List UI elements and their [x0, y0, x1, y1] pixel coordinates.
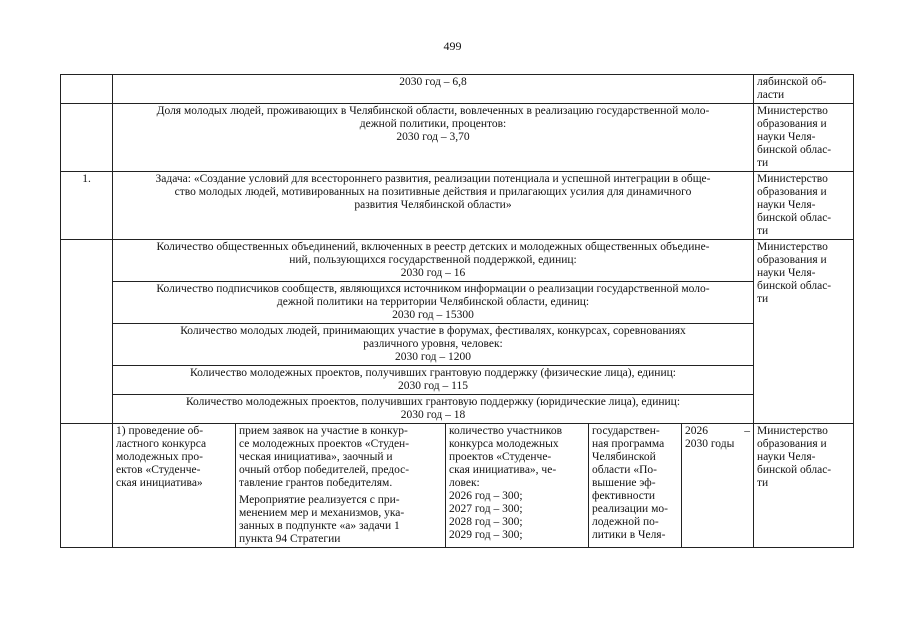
indicator-line: Доля молодых людей, проживающих в Челябинской области, вовлеченных в реализацию государственной моло-	[156, 105, 710, 117]
indicator-line: Количество подписчиков сообществ, являющихся источником информации о реализации государственной моло-	[156, 283, 710, 295]
responsible-line: науки Челя-	[757, 199, 816, 211]
mechanism-line: Мероприятие реализуется с при-	[239, 494, 400, 506]
activity-name-line: ластного конкурса	[116, 438, 207, 450]
table-row	[61, 172, 854, 240]
indicator-line: 2030 год – 16	[400, 267, 466, 279]
program-line: литики в Челя-	[592, 529, 666, 541]
indicator-line: 2030 год – 3,70	[396, 131, 470, 143]
responsible-line: бинской облас-	[757, 464, 832, 476]
program-line: ная программа	[592, 438, 665, 450]
mechanism-line: занных в подпункте «а» задачи 1	[239, 520, 400, 532]
task-line: Задача: «Создание условий для всестороннего развития, реализации потенциала и успешной интеграции в обще-	[155, 173, 711, 185]
responsible-line: ти	[757, 293, 769, 305]
mechanism-cell	[236, 424, 446, 548]
program-line: реализации мо-	[592, 503, 668, 515]
result-line: 2028 год – 300;	[449, 516, 523, 528]
result-line: 2029 год – 300;	[449, 529, 523, 541]
table-row	[61, 240, 854, 282]
page-number: 499	[443, 39, 462, 53]
table-row	[61, 395, 854, 424]
responsible-line: образования и	[757, 438, 827, 450]
result-cell	[446, 424, 589, 548]
indicator-line: 2030 год – 18	[400, 409, 466, 421]
program-line: лодежной по-	[592, 516, 659, 528]
responsible-line: Министерство	[757, 425, 828, 437]
responsible-line: бинской облас-	[757, 280, 832, 292]
responsible-line: ти	[757, 157, 769, 169]
indicator-line: ний, пользующихся государственной поддержкой, единиц:	[289, 254, 577, 266]
indicator-line: 2030 год – 6,8	[399, 76, 467, 88]
indicator-cell	[113, 75, 754, 104]
mechanism-line: се молодежных проектов «Студен-	[239, 438, 410, 450]
responsible-line: науки Челя-	[757, 451, 816, 463]
indicator-line: различного уровня, человек:	[363, 338, 503, 350]
indicator-line: Количество молодых людей, принимающих участие в форумах, фестивалях, конкурсах, соревнованиях	[180, 325, 686, 337]
indicator-line: дежной политики на территории Челябинской области, единиц:	[276, 296, 590, 308]
number-cell	[61, 104, 113, 172]
mechanism-line: пункта 94 Стратегии	[239, 533, 341, 545]
responsible-line: Министерство	[757, 241, 828, 253]
task-line: ство молодых людей, мотивированных на позитивные действия и прилагающих усилия для динамичного	[174, 186, 692, 198]
result-line: количество участников	[449, 425, 563, 437]
result-line: ская инициатива», че-	[449, 464, 557, 476]
responsible-cell	[754, 104, 854, 172]
task-line: развития Челябинской области»	[354, 199, 512, 211]
responsible-cell	[754, 424, 854, 548]
result-line: проектов «Студенче-	[449, 451, 552, 463]
table-row	[61, 424, 854, 548]
activity-name-line: молодежных про-	[116, 451, 203, 463]
responsible-line: бинской облас-	[757, 144, 832, 156]
activity-name-line: ская инициатива»	[116, 477, 203, 489]
table-row	[61, 324, 854, 366]
result-line: 2027 год – 300;	[449, 503, 523, 515]
responsible-line: науки Челя-	[757, 131, 816, 143]
task-cell	[113, 172, 754, 240]
responsible-line: образования и	[757, 118, 827, 130]
mechanism-line: менением мер и механизмов, ука-	[239, 507, 405, 519]
program-table	[60, 74, 854, 548]
indicator-cell	[113, 366, 754, 395]
table-row	[61, 104, 854, 172]
years-cell	[682, 424, 754, 548]
result-line: конкурса молодежных	[449, 438, 559, 450]
responsible-line: ти	[757, 477, 769, 489]
indicator-cell	[113, 282, 754, 324]
activity-name-line: 1) проведение об-	[116, 425, 204, 437]
program-line: области «По-	[592, 464, 657, 476]
activity-name-cell	[113, 424, 236, 548]
table-row	[61, 366, 854, 395]
responsible-line: лябинской об-	[757, 76, 827, 88]
responsible-line: Министерство	[757, 173, 828, 185]
activity-name-line: ектов «Студенче-	[116, 464, 201, 476]
program-cell	[589, 424, 682, 548]
responsible-line: науки Челя-	[757, 267, 816, 279]
years-line: 2030 годы	[685, 438, 735, 450]
responsible-line: Министерство	[757, 105, 828, 117]
indicator-cell	[113, 104, 754, 172]
mechanism-line: очный отбор победителей, предос-	[239, 464, 410, 476]
indicator-line: 2030 год – 115	[398, 380, 468, 392]
table-row	[61, 282, 854, 324]
number-cell: 1.	[61, 172, 113, 240]
mechanism-paragraph	[239, 425, 442, 490]
number-cell	[61, 424, 113, 548]
program-line: вышение эф-	[592, 477, 656, 489]
indicator-line: Количество молодежных проектов, получивших грантовую поддержку (юридические лица), единиц:	[185, 396, 681, 408]
program-line: фективности	[592, 490, 656, 502]
indicator-line: Количество молодежных проектов, получивших грантовую поддержку (физические лица), единиц:	[190, 367, 676, 379]
program-line: Челябинской	[592, 451, 656, 463]
indicator-cell	[113, 324, 754, 366]
mechanism-line: тавление грантов победителям.	[239, 477, 393, 489]
indicator-line: Количество общественных объединений, включенных в реестр детских и молодежных общественных объедине-	[156, 241, 710, 253]
responsible-line: бинской облас-	[757, 212, 832, 224]
responsible-line: образования и	[757, 254, 827, 266]
result-line: ловек:	[449, 477, 480, 489]
number-cell	[61, 240, 113, 424]
indicator-cell	[113, 395, 754, 424]
responsible-line: ласти	[757, 89, 785, 101]
responsible-line: ти	[757, 225, 769, 237]
years-line: 2026 –	[685, 425, 750, 437]
responsible-line: образования и	[757, 186, 827, 198]
indicator-line: 2030 год – 15300	[392, 309, 474, 321]
number-cell	[61, 75, 113, 104]
responsible-cell	[754, 75, 854, 104]
mechanism-line: прием заявок на участие в конкур-	[239, 425, 408, 437]
table-row	[61, 75, 854, 104]
program-line: государствен-	[592, 425, 660, 437]
indicator-line: 2030 год – 1200	[394, 351, 472, 363]
result-line: 2026 год – 300;	[449, 490, 523, 502]
mechanism-paragraph	[239, 494, 442, 546]
mechanism-line: ческая инициатива», заочный и	[239, 451, 393, 463]
responsible-cell	[754, 172, 854, 240]
indicator-cell	[113, 240, 754, 282]
indicator-line: дежной политики, процентов:	[359, 118, 507, 130]
responsible-cell	[754, 240, 854, 424]
